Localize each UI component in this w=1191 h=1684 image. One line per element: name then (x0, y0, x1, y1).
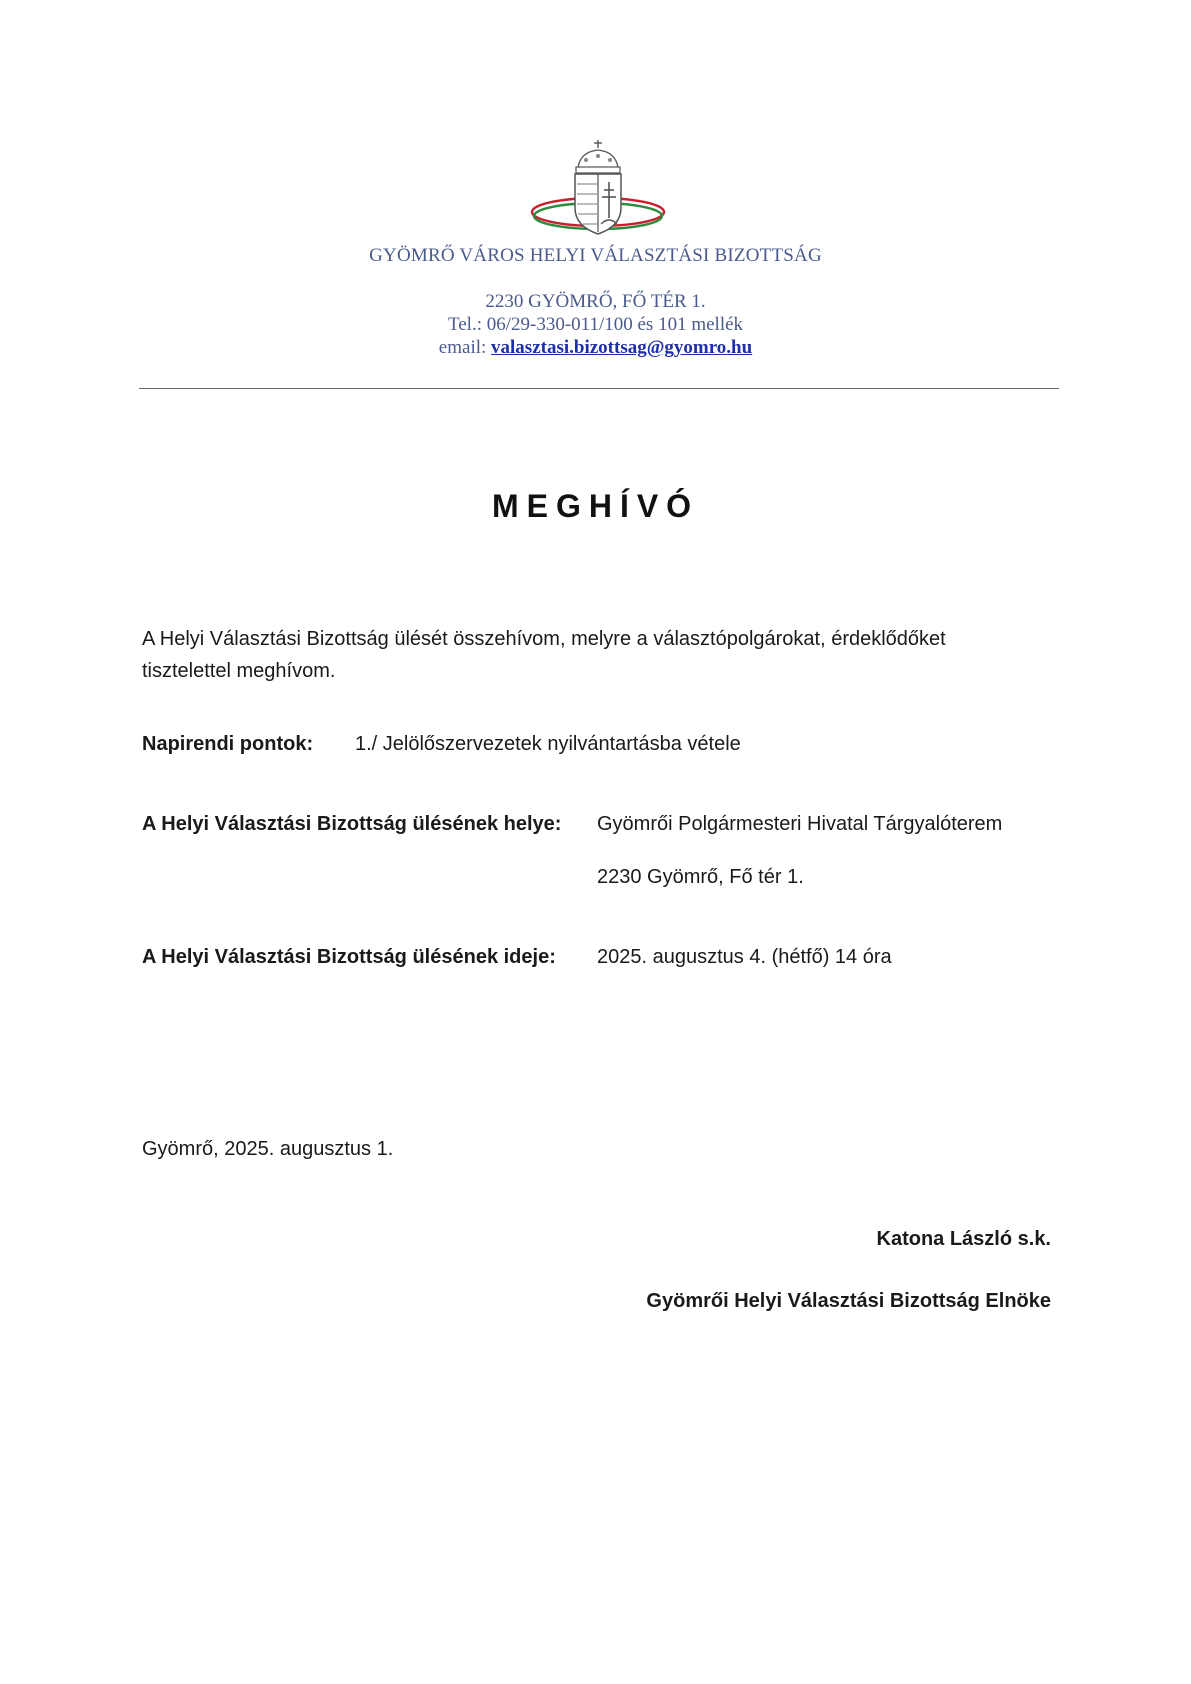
venue-name: Gyömrői Polgármesteri Hivatal Tárgyalóterem (597, 813, 1003, 835)
intro-paragraph-end: tisztelettel meghívom. (142, 660, 336, 682)
organization-email-line (0, 336, 1191, 359)
intro-text: A Helyi Választási Bizottság ülését összehívom, melyre a választópolgárokat, érdeklődőket (142, 628, 946, 650)
organization-address: 2230 GYÖMRŐ, FŐ TÉR 1. (485, 291, 706, 312)
agenda-label: Napirendi pontok: (142, 733, 314, 755)
coat-of-arms-icon (528, 138, 668, 242)
time-label: A Helyi Választási Bizottság ülésének ideje: (142, 946, 556, 968)
place-and-date: Gyömrő, 2025. augusztus 1. (142, 1138, 394, 1160)
email-link[interactable]: valasztasi.bizottsag@gyomro.hu (491, 337, 753, 358)
signer-name: Katona László s.k. (876, 1228, 1051, 1250)
organization-name: GYÖMRŐ VÁROS HELYI VÁLASZTÁSI BIZOTTSÁG (369, 245, 822, 266)
signer-title: Gyömrői Helyi Választási Bizottság Elnöke (646, 1290, 1051, 1312)
email-label: email: (438, 337, 492, 358)
time-value: 2025. augusztus 4. (hétfő) 14 óra (597, 946, 892, 968)
agenda-item: 1./ Jelölőszervezetek nyilvántartásba vétele (355, 733, 741, 755)
venue-label: A Helyi Választási Bizottság ülésének helye: (142, 813, 562, 835)
document-title: MEGHÍVÓ (491, 488, 700, 524)
intro-paragraph (142, 623, 1054, 655)
organization-phone: Tel.: 06/29-330-011/100 és 101 mellék (447, 314, 744, 335)
header-divider (139, 388, 1059, 389)
venue-address: 2230 Gyömrő, Fő tér 1. (597, 866, 804, 888)
